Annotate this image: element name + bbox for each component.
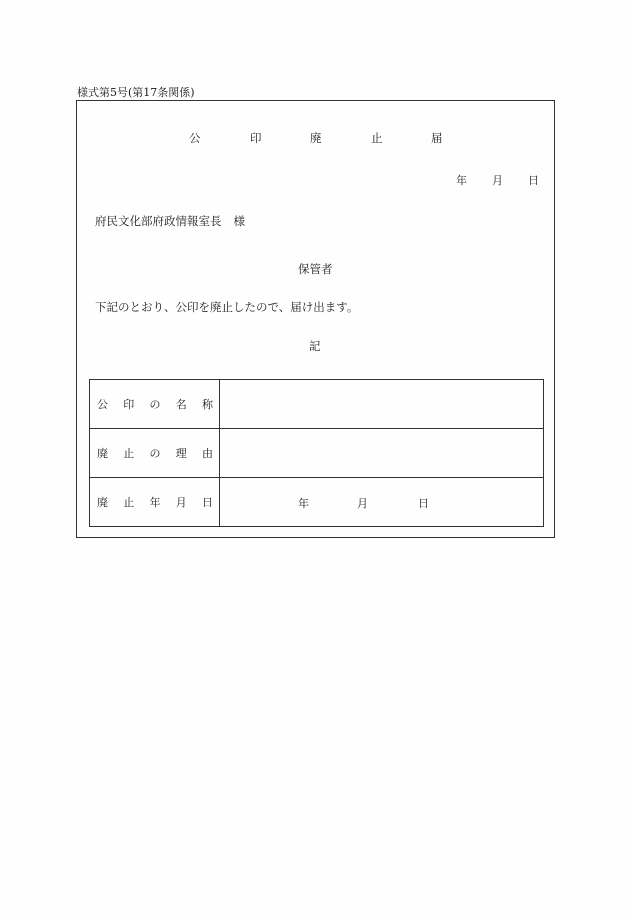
label-char: の [149, 398, 161, 411]
reason-field[interactable] [220, 429, 544, 478]
label-char: 印 [123, 398, 135, 411]
label-char: の [149, 447, 161, 460]
form-frame [76, 100, 555, 538]
label-char: 由 [202, 447, 213, 460]
label-char: 廃 [97, 447, 108, 460]
title-char: 止 [371, 131, 383, 145]
abolition-date-field[interactable] [220, 478, 544, 527]
date-month: 月 [357, 497, 368, 510]
table-row [90, 429, 544, 478]
detail-table [89, 379, 544, 527]
date-month: 月 [492, 174, 503, 187]
label-char: 名 [175, 398, 187, 411]
title-char: 印 [250, 131, 262, 145]
date-year: 年 [456, 174, 467, 187]
holder-label: 保管者 [298, 262, 333, 276]
row-label-seal-name [90, 380, 220, 429]
label-char: 廃 [97, 496, 108, 509]
title-char: 届 [431, 131, 443, 145]
table-row [90, 380, 544, 429]
label-char: 止 [123, 447, 135, 460]
date-day: 日 [418, 497, 429, 510]
label-char: 称 [202, 398, 213, 411]
table-row [90, 478, 544, 527]
seal-name-field[interactable] [220, 380, 544, 429]
addressee-name: 府民文化部府政情報室長 [95, 214, 222, 228]
title-char: 公 [189, 131, 201, 145]
label-char: 理 [175, 447, 187, 460]
form-number-label: 様式第5号(第17条関係) [77, 86, 195, 99]
date-day: 日 [528, 174, 539, 187]
addressee-honorific: 様 [233, 214, 245, 228]
label-char: 公 [97, 398, 108, 411]
title-char: 廃 [310, 131, 322, 145]
body-text: 下記のとおり、公印を廃止したので、届け出ます。 [95, 300, 359, 314]
label-char: 月 [175, 496, 187, 509]
ki-heading: 記 [309, 339, 321, 353]
label-char: 日 [202, 496, 213, 509]
label-char: 止 [123, 496, 135, 509]
date-year: 年 [298, 497, 309, 510]
label-char: 年 [149, 496, 161, 509]
row-label-reason [90, 429, 220, 478]
addressee [95, 213, 245, 229]
row-label-date [90, 478, 220, 527]
